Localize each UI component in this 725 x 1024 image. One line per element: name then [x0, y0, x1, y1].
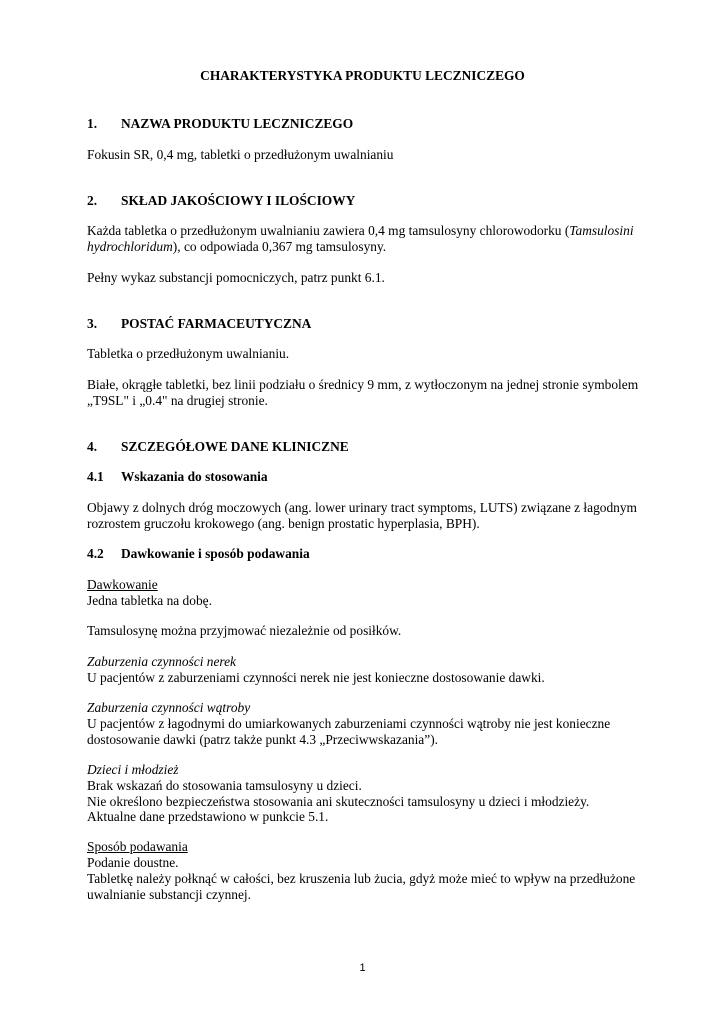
renal-heading: Zaburzenia czynności nerek — [87, 654, 237, 669]
administration-line-3: uwalnianie substancji czynnej. — [87, 887, 251, 902]
dosage-line-2: Tamsulosynę można przyjmować niezależnie od posiłków. — [87, 623, 402, 638]
page-number: 1 — [359, 962, 366, 974]
administration-heading: Sposób podawania — [87, 839, 188, 854]
dosage-line-1: Jedna tabletka na dobę. — [87, 593, 212, 608]
pediatric-line-2: Nie określono bezpieczeństwa stosowania ani skuteczności tamsulosyny u dzieci i młodzieży. — [87, 794, 590, 809]
hepatic-heading: Zaburzenia czynności wątroby — [87, 700, 251, 715]
section-number: 4.1 — [87, 469, 104, 484]
composition-text: Każda tabletka o przedłużonym uwalnianiu zawiera 0,4 mg tamsulosyny chlorowodorku ( — [87, 223, 570, 238]
renal-line-1: U pacjentów z zaburzeniami czynności nerek nie jest konieczne dostosowanie dawki. — [87, 670, 545, 685]
pediatric-heading: Dzieci i młodzież — [87, 762, 179, 777]
excipients-text: Pełny wykaz substancji pomocniczych, patrz punkt 6.1. — [87, 270, 385, 285]
indications-line-2: rozrostem gruczołu krokowego (ang. benign prostatic hyperplasia, BPH). — [87, 516, 480, 531]
section-number: 4. — [87, 439, 98, 454]
section-number: 1. — [87, 116, 98, 131]
composition-line-2 — [87, 239, 386, 255]
section-number: 3. — [87, 316, 98, 331]
section-title: Dawkowanie i sposób podawania — [121, 546, 310, 561]
indications-line-1: Objawy z dolnych dróg moczowych (ang. lower urinary tract symptoms, LUTS) związane z łagodnym — [87, 500, 637, 515]
section-title: SZCZEGÓŁOWE DANE KLINICZNE — [121, 439, 349, 454]
document-title: CHARAKTERYSTYKA PRODUKTU LECZNICZEGO — [200, 68, 525, 83]
section-title: POSTAĆ FARMACEUTYCZNA — [121, 316, 312, 331]
latin-name: hydrochloridum — [87, 239, 173, 254]
hepatic-line-2: dostosowanie dawki (patrz także punkt 4.3 „Przeciwwskazania”). — [87, 732, 439, 747]
section-title: SKŁAD JAKOŚCIOWY I ILOŚCIOWY — [121, 193, 356, 208]
pediatric-line-1: Brak wskazań do stosowania tamsulosyny u dzieci. — [87, 778, 362, 793]
section-title: Wskazania do stosowania — [121, 469, 268, 484]
section-number: 2. — [87, 193, 98, 208]
composition-text: ), co odpowiada 0,367 mg tamsulosyny. — [172, 239, 387, 254]
section-title: NAZWA PRODUKTU LECZNICZEGO — [121, 116, 354, 131]
form-text: Tabletka o przedłużonym uwalnianiu. — [87, 346, 290, 361]
latin-name: Tamsulosini — [569, 223, 634, 238]
dosage-heading: Dawkowanie — [87, 577, 158, 592]
section-number: 4.2 — [87, 546, 104, 561]
pediatric-line-3: Aktualne dane przedstawiono w punkcie 5.1. — [87, 809, 329, 824]
administration-line-1: Podanie doustne. — [87, 855, 179, 870]
administration-line-2: Tabletkę należy połknąć w całości, bez kruszenia lub żucia, gdyż może mieć to wpływ na przedłużone — [87, 871, 636, 886]
hepatic-line-1: U pacjentów z łagodnymi do umiarkowanych zaburzeniami czynności wątroby nie jest konieczne — [87, 716, 611, 731]
description-line-1: Białe, okrągłe tabletki, bez linii podziału o średnicy 9 mm, z wytłoczonym na jednej stronie symbolem — [87, 377, 639, 392]
product-name-text: Fokusin SR, 0,4 mg, tabletki o przedłużonym uwalnianiu — [87, 147, 394, 162]
composition-line-1 — [87, 223, 634, 239]
description-line-2: „T9SL" i „0.4" na drugiej stronie. — [87, 393, 268, 408]
